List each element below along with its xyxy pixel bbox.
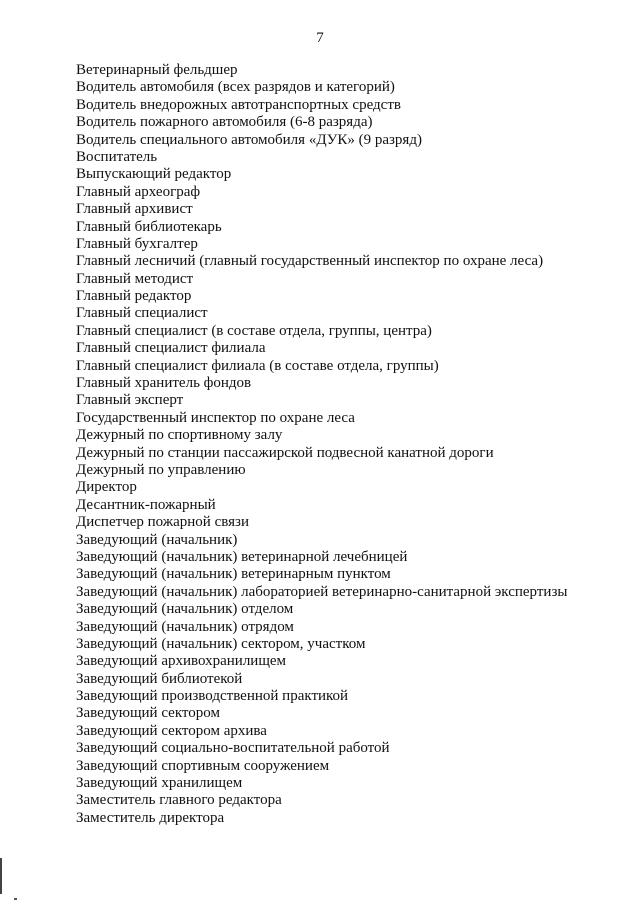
list-item: Диспетчер пожарной связи [76,514,249,531]
list-item: Заведующий сектором [76,705,220,722]
list-item: Дежурный по управлению [76,461,246,478]
scan-speck [14,898,17,900]
list-item: Заведующий социально-воспитательной работой [76,740,390,757]
list-item: Заведующий (начальник) ветеринарным пунктом [76,566,391,583]
list-item: Главный архивист [76,201,193,218]
list-item: Главный редактор [76,288,192,305]
list-item: Главный методист [76,270,194,287]
list-item: Заведующий спортивным сооружением [76,757,330,774]
list-item: Заведующий (начальник) [76,531,238,548]
list-item: Выпускающий редактор [76,166,232,183]
list-item: Главный специалист филиала (в составе отдела, группы) [76,357,439,374]
list-item: Заведующий (начальник) отрядом [76,618,294,635]
list-item: Заместитель директора [76,809,225,826]
scan-edge-mark [0,858,2,894]
list-item: Главный специалист филиала [76,340,266,357]
list-item: Водитель специального автомобиля «ДУК» (9 разряд) [76,131,422,148]
list-item: Главный специалист (в составе отдела, группы, центра) [76,322,432,339]
list-item: Водитель внедорожных автотранспортных средств [76,96,401,113]
list-item: Главный бухгалтер [76,235,198,252]
list-item: Главный эксперт [76,392,184,409]
list-item: Заведующий (начальник) отделом [76,601,294,618]
list-item: Водитель автомобиля (всех разрядов и категорий) [76,79,395,96]
list-item: Заместитель главного редактора [76,792,282,809]
list-item: Ветеринарный фельдшер [76,62,238,78]
list-item: Дежурный по спортивному залу [76,427,283,444]
list-item: Заведующий библиотекой [76,670,243,687]
list-item: Заведующий архивохранилищем [76,653,287,670]
list-item: Главный хранитель фондов [76,375,252,392]
list-item: Директор [76,479,137,496]
list-item: Воспитатель [76,148,158,165]
list-item: Заведующий (начальник) ветеринарной лечебницей [76,548,408,565]
list-item: Десантник-пожарный [76,496,216,513]
page-number: 7 [316,30,324,46]
list-item: Заведующий хранилищем [76,775,243,792]
list-item: Заведующий сектором архива [76,722,267,739]
list-item: Главный лесничий (главный государственный инспектор по охране леса) [76,253,544,270]
list-item: Государственный инспектор по охране леса [76,409,355,426]
list-item: Главный библиотекарь [76,218,222,235]
list-item: Заведующий производственной практикой [76,688,349,705]
list-item: Водитель пожарного автомобиля (6-8 разряда) [76,114,373,131]
position-list [76,62,567,827]
list-item: Дежурный по станции пассажирской подвесной канатной дороги [76,444,494,461]
list-item: Заведующий (начальник) сектором, участком [76,635,366,652]
list-item: Главный археограф [76,183,201,200]
list-item: Главный специалист [76,305,208,322]
list-item: Заведующий (начальник) лабораторией ветеринарно-санитарной экспертизы [76,583,568,600]
